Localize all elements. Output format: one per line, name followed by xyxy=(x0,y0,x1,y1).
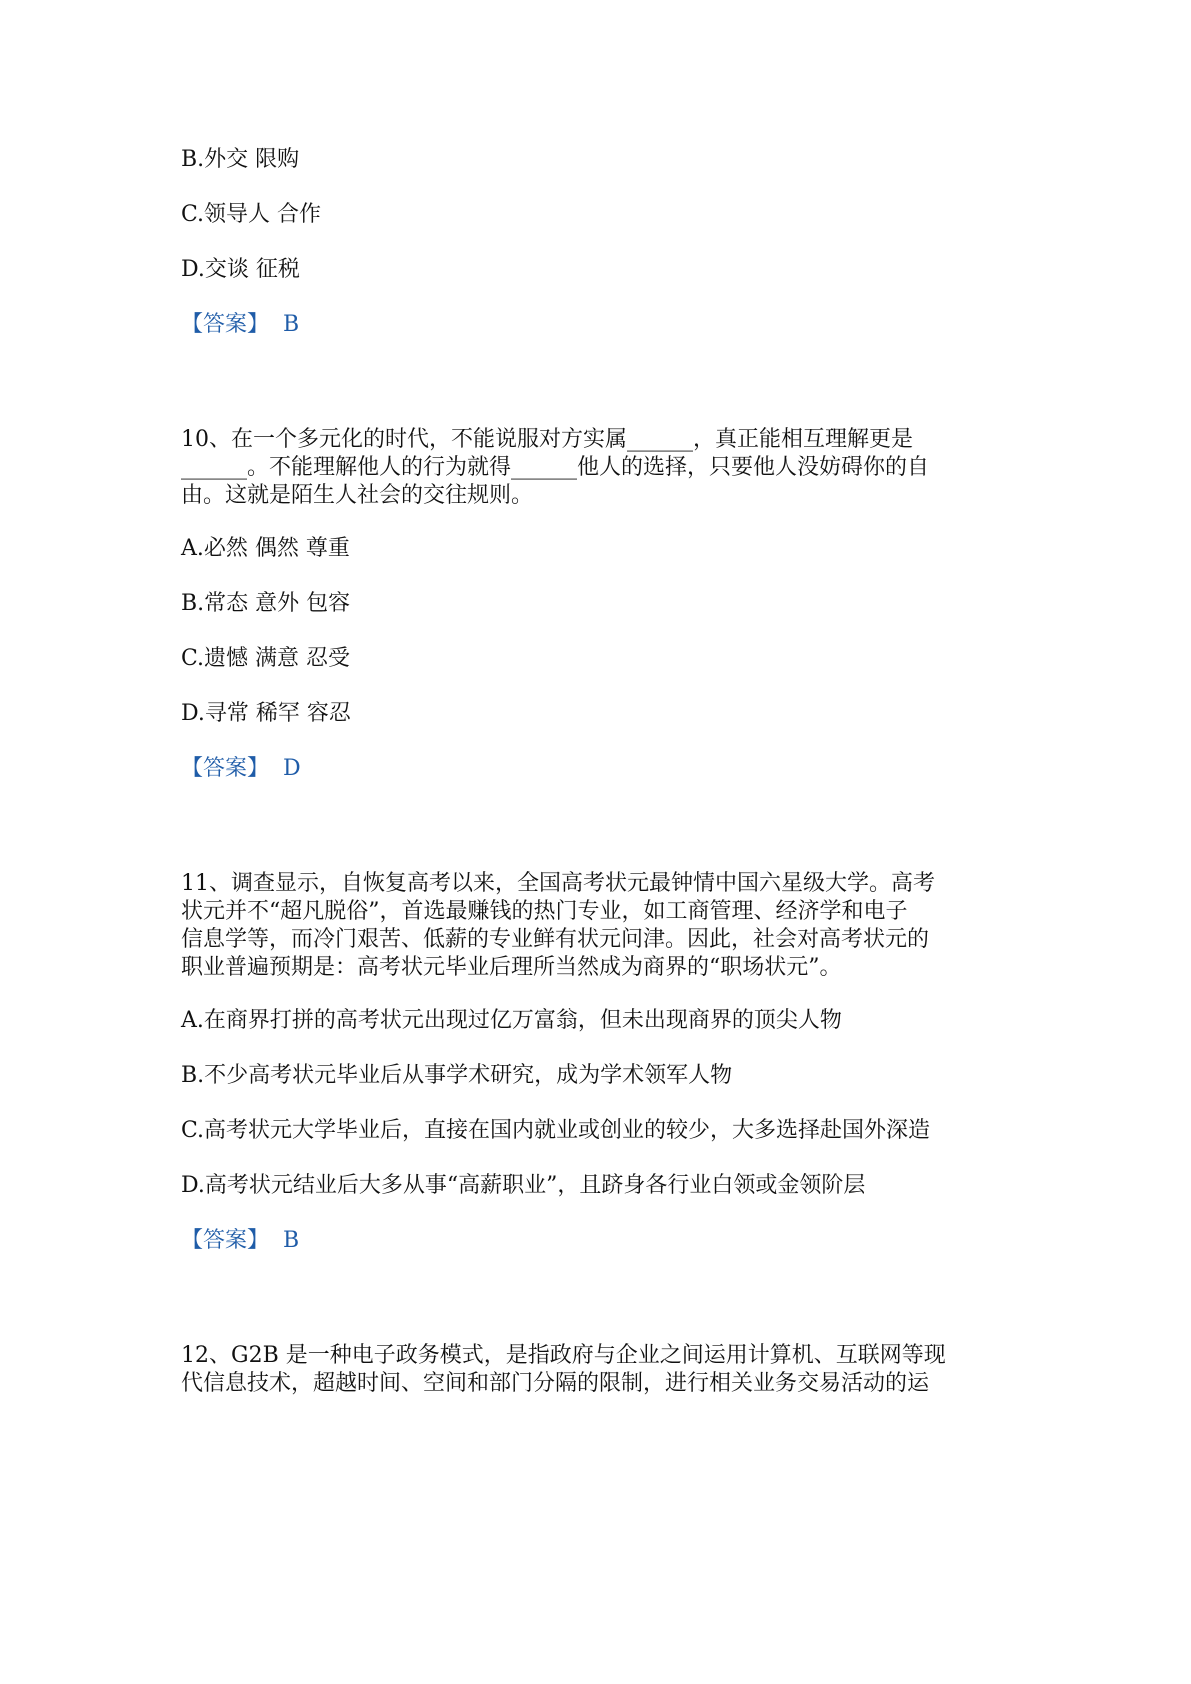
q10-stem-line-1: 10、在一个多元化的时代，不能说服对方实属______，真正能相互理解更是 xyxy=(181,427,913,452)
answer-label: 【答案】 xyxy=(181,312,270,337)
q11-stem-line-4: 职业普遍预期是：高考状元毕业后理所当然成为商界的“职场状元”。 xyxy=(181,955,842,980)
q10-answer xyxy=(181,755,301,783)
answer-value: B xyxy=(283,1228,300,1253)
q10-option-a: A.必然 偶然 尊重 xyxy=(181,536,350,561)
q11-option-d: D.高考状元结业后大多从事“高薪职业”，且跻身各行业白领或金领阶层 xyxy=(181,1173,866,1198)
q11-option-b: B.不少高考状元毕业后从事学术研究，成为学术领军人物 xyxy=(181,1063,733,1088)
q12-stem-line-1: 12、G2B 是一种电子政务模式，是指政府与企业之间运用计算机、互联网等现 xyxy=(181,1343,946,1368)
answer-label: 【答案】 xyxy=(181,756,270,781)
q9-answer xyxy=(181,311,299,339)
q11-answer xyxy=(181,1227,299,1255)
q10-stem-line-2: ______。不能理解他人的行为就得______他人的选择，只要他人没妨碍你的自 xyxy=(181,455,930,480)
q11-option-a: A.在商界打拼的高考状元出现过亿万富翁，但未出现商界的顶尖人物 xyxy=(181,1008,842,1033)
q10-option-d: D.寻常 稀罕 容忍 xyxy=(181,701,351,726)
q10-option-b: B.常态 意外 包容 xyxy=(181,591,351,616)
q10-stem-line-3: 由。这就是陌生人社会的交往规则。 xyxy=(181,483,534,508)
q12-stem-line-2: 代信息技术，超越时间、空间和部门分隔的限制，进行相关业务交易活动的运 xyxy=(181,1371,930,1396)
q11-stem-line-3: 信息学等，而冷门艰苦、低薪的专业鲜有状元问津。因此，社会对高考状元的 xyxy=(181,927,930,952)
q11-stem-line-1: 11、调查显示，自恢复高考以来，全国高考状元最钟情中国六星级大学。高考 xyxy=(181,871,935,896)
answer-value: D xyxy=(283,756,301,781)
q10-option-c: C.遗憾 满意 忍受 xyxy=(181,646,351,671)
q11-stem-line-2: 状元并不“超凡脱俗”，首选最赚钱的热门专业，如工商管理、经济学和电子 xyxy=(181,899,908,924)
answer-value: B xyxy=(283,312,300,337)
answer-label: 【答案】 xyxy=(181,1228,270,1253)
q11-option-c: C.高考状元大学毕业后，直接在国内就业或创业的较少，大多选择赴国外深造 xyxy=(181,1118,931,1143)
q9-option-b: B.外交 限购 xyxy=(181,147,300,172)
q9-option-c: C.领导人 合作 xyxy=(181,202,322,227)
q9-option-d: D.交谈 征税 xyxy=(181,257,300,282)
